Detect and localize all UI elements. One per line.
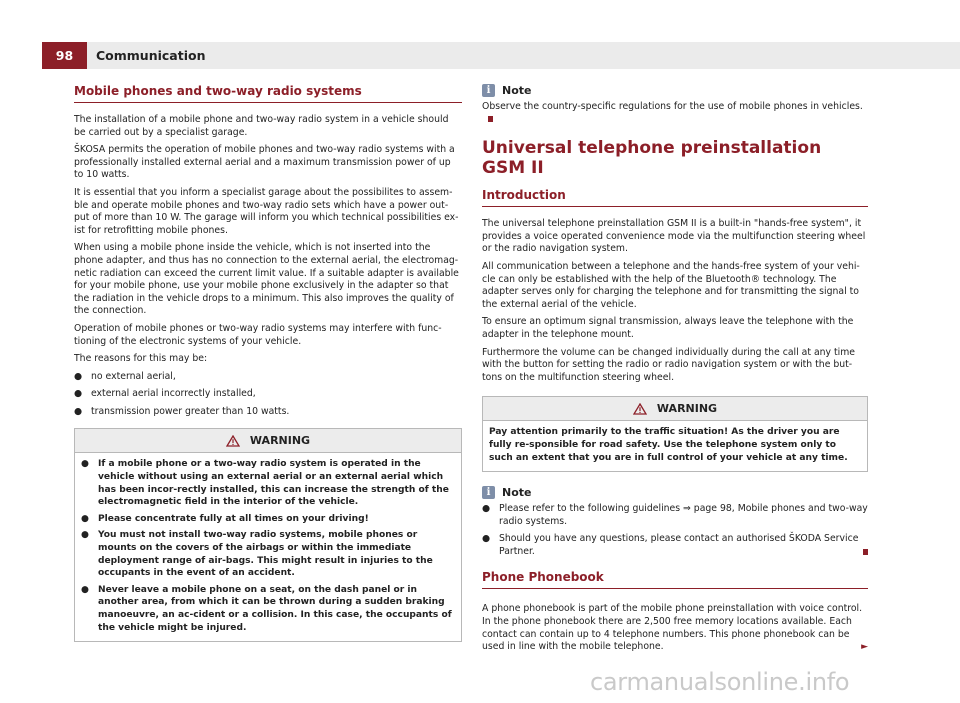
bullet-icon: ● xyxy=(81,513,89,524)
warning-header xyxy=(483,397,867,421)
bullet-icon: ● xyxy=(74,370,83,382)
warning-header xyxy=(75,429,461,453)
note-text: Observe the country-specific regulations for the use of mobile phones in vehicles. xyxy=(482,101,868,126)
paragraph: All communication between a telephone and the hands-free system of your vehi-cle can only be established with the help of the Bluetooth® technology. The adapter serves only for charging the telephone and for transmitting the signal to the external aerial of the vehicle. xyxy=(482,260,860,310)
warning-triangle-icon xyxy=(226,435,240,447)
paragraph: When using a mobile phone inside the vehicle, which is not inserted into the phone adapter, and thus has no connection to the external aerial, the electromag-netic radiation can exceed the current limit value. If a suitable adapter is available for your mobile phone, use your mobile phone exclusively in the adapter so that the radiation in the vehicle drops to a minimum. This also improves the quality of the connection. xyxy=(74,242,459,317)
info-icon: i xyxy=(482,486,495,499)
note-title: Note xyxy=(502,486,532,500)
note-title: Note xyxy=(502,84,532,97)
warning-body xyxy=(75,453,461,641)
list-item: ● transmission power greater than 10 watts. xyxy=(74,405,290,417)
warning-item: ● Never leave a mobile phone on a seat, on the dash panel or in another area, from which it can be thrown during a sudden braking manoeuvre, an ac-cident or a collision. In this case, the occupants of the vehicle might be injured. xyxy=(81,584,452,633)
warning-item: ● You must not install two-way radio systems, mobile phones or mounts on the covers of the airbags or within the immediate deployment range of air-bags. This might result in injuries to the occupants in the event of an accident. xyxy=(81,530,433,579)
bullet-icon: ● xyxy=(482,533,491,545)
paragraph: Operation of mobile phones or two-way radio systems may interfere with func-tioning of the electronic systems of your vehicle. xyxy=(74,322,442,347)
paragraph: Furthermore the volume can be changed individually during the call at any time with the button for setting the radio or radio navigation system or with the but-tons on the multifunction steering wheel. xyxy=(482,346,856,383)
page-number: 98 xyxy=(42,42,87,69)
paragraph: The reasons for this may be: xyxy=(74,353,208,365)
list-item: ● external aerial incorrectly installed, xyxy=(74,388,256,400)
introduction-heading: Introduction xyxy=(482,188,868,207)
warning-title: WARNING xyxy=(656,402,718,416)
warning-box xyxy=(74,428,462,642)
bullet-icon: ● xyxy=(74,388,83,400)
bullet-icon: ● xyxy=(81,530,89,541)
mobile-phones-heading: Mobile phones and two-way radio systems xyxy=(74,84,462,103)
note-item: ● Should you have any questions, please contact an authorised ŠKODA Service Partner. xyxy=(482,533,868,558)
note-item: ● Please refer to the following guidelines ⇒ page 98, Mobile phones and two-way radio systems. xyxy=(482,503,868,527)
list-item: ● no external aerial, xyxy=(74,370,176,382)
bullet-icon: ● xyxy=(482,503,491,515)
section-title: Communication xyxy=(96,48,206,63)
paragraph: It is essential that you inform a specialist garage about the possibilites to assem-ble and operate mobile phones and two-way radio sets which have a power out-put of more than 10 W. The garage will inform you which technical possibilities ex-ist for retrofitting mobile phones. xyxy=(74,186,459,236)
warning-box xyxy=(482,396,868,472)
continue-arrow-icon: ► xyxy=(861,642,868,653)
warning-triangle-icon xyxy=(633,403,647,415)
warning-item: ● If a mobile phone or a two-way radio system is operated in the vehicle without using an external aerial or an external aerial which has been incor-rectly installed, this can increase the strength of the electromagnetic field in the interior of the vehicle. xyxy=(81,459,449,508)
right-column xyxy=(482,84,868,659)
paragraph: ŠKOSA permits the operation of mobile phones and two-way radio systems with a professionally installed external aerial and a maximum transmission power of up to 10 watts. xyxy=(74,144,455,181)
paragraph: The universal telephone preinstallation GSM II is a built-in "hands-free system", it provides a voice operated convenience mode via the multifunction steering wheel or the radio navigation system. xyxy=(482,218,866,255)
note-header xyxy=(482,486,868,499)
bullet-icon: ● xyxy=(74,405,83,417)
bullet-icon: ● xyxy=(81,584,89,595)
warning-body xyxy=(483,421,867,471)
note-header xyxy=(482,84,868,97)
phonebook-text: A phone phonebook is part of the mobile phone preinstallation with voice control. In the phone phonebook there are 2,500 free memory locations available. Each contact can contain up to 4 telephone numbers. This phone phonebook can be used in line with the mobile telephone. ► xyxy=(482,603,868,653)
warning-text: Pay attention primarily to the traffic situation! As the driver you are fully re-sponsible for road safety. Use the telephone system only to such an extent that you are in full control of your vehicle at any time. xyxy=(489,427,848,463)
paragraph: The installation of a mobile phone and two-way radio system in a vehicle should be carried out by a specialist garage. xyxy=(74,114,449,138)
bullet-icon: ● xyxy=(81,459,89,470)
info-icon: i xyxy=(482,84,495,97)
left-column xyxy=(74,84,462,642)
phonebook-heading: Phone Phonebook xyxy=(482,570,868,589)
gsm-main-heading: Universal telephone preinstallation GSM II xyxy=(482,138,822,179)
watermark: carmanualsonline.info xyxy=(590,668,850,696)
end-mark-icon xyxy=(488,116,493,122)
warning-item: ● Please concentrate fully at all times on your driving! xyxy=(81,513,369,524)
paragraph: To ensure an optimum signal transmission, always leave the telephone with the adapter in the telephone mount. xyxy=(482,316,854,340)
warning-title: WARNING xyxy=(249,434,311,448)
end-mark-icon xyxy=(863,549,868,555)
